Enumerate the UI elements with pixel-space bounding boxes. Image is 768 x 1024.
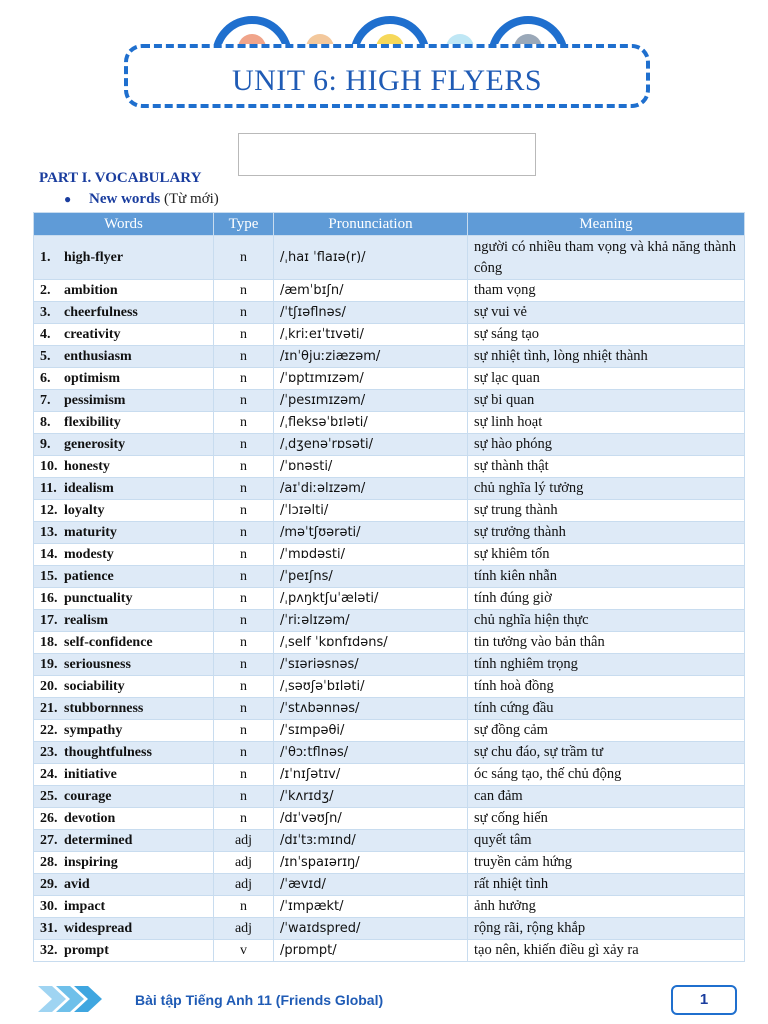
pronunciation-cell: /ɪnˈspaɪərɪŋ/	[274, 852, 468, 874]
table-row	[34, 368, 745, 390]
table-row	[34, 610, 745, 632]
title-banner	[124, 44, 650, 108]
row-number: 30.	[40, 898, 58, 914]
meaning-cell: truyền cảm hứng	[468, 852, 745, 874]
word-cell	[34, 236, 214, 280]
vocab-word: enthusiasm	[64, 348, 132, 364]
pronunciation-cell: /ɪnˈθjuːziæzəm/	[274, 346, 468, 368]
meaning-cell: tham vọng	[468, 280, 745, 302]
new-words-translation: (Từ mới)	[164, 191, 219, 207]
word-cell	[34, 698, 214, 720]
word-cell	[34, 720, 214, 742]
pronunciation-cell: /ˈsɪəriəsnəs/	[274, 654, 468, 676]
vocab-word: courage	[64, 788, 112, 804]
meaning-cell: sự bi quan	[468, 390, 745, 412]
meaning-cell: tính kiên nhẫn	[468, 566, 745, 588]
vocab-word: stubbornness	[64, 700, 144, 716]
word-cell	[34, 742, 214, 764]
meaning-cell: can đảm	[468, 786, 745, 808]
word-cell	[34, 940, 214, 962]
meaning-cell: sự trung thành	[468, 500, 745, 522]
table-row	[34, 434, 745, 456]
table-row	[34, 874, 745, 896]
word-cell	[34, 566, 214, 588]
meaning-cell: chủ nghĩa hiện thực	[468, 610, 745, 632]
table-row	[34, 852, 745, 874]
type-cell: n	[214, 390, 274, 412]
pronunciation-cell: /ˈpeɪʃns/	[274, 566, 468, 588]
table-row	[34, 786, 745, 808]
meaning-cell: tạo nên, khiến điều gì xảy ra	[468, 940, 745, 962]
type-cell: n	[214, 566, 274, 588]
type-cell: n	[214, 764, 274, 786]
meaning-cell: sự hào phóng	[468, 434, 745, 456]
vocab-word: idealism	[64, 480, 114, 496]
type-cell: n	[214, 720, 274, 742]
type-cell: n	[214, 434, 274, 456]
pronunciation-cell: /ˌpʌŋktʃuˈæləti/	[274, 588, 468, 610]
pronunciation-cell: /aɪˈdiːəlɪzəm/	[274, 478, 468, 500]
word-cell	[34, 654, 214, 676]
row-number: 9.	[40, 436, 51, 452]
word-cell	[34, 896, 214, 918]
meaning-cell: tính hoà đồng	[468, 676, 745, 698]
meaning-cell: sự lạc quan	[468, 368, 745, 390]
word-cell	[34, 478, 214, 500]
row-number: 25.	[40, 788, 58, 804]
vocab-word: avid	[64, 876, 90, 892]
table-row	[34, 830, 745, 852]
table-row	[34, 390, 745, 412]
pronunciation-cell: /ˈɒptɪmɪzəm/	[274, 368, 468, 390]
pronunciation-cell: /ˈtʃɪəflnəs/	[274, 302, 468, 324]
vocab-word: self-confidence	[64, 634, 153, 650]
meaning-cell: sự đồng cảm	[468, 720, 745, 742]
type-cell: n	[214, 522, 274, 544]
pronunciation-cell: /dɪˈtɜːmɪnd/	[274, 830, 468, 852]
row-number: 31.	[40, 920, 58, 936]
type-cell: n	[214, 544, 274, 566]
vocab-word: widespread	[64, 920, 133, 936]
vocab-word: maturity	[64, 524, 117, 540]
meaning-cell: óc sáng tạo, thế chủ động	[468, 764, 745, 786]
meaning-cell: sự trưởng thành	[468, 522, 745, 544]
meaning-cell: tính đúng giờ	[468, 588, 745, 610]
vocabulary-table	[33, 212, 745, 962]
pronunciation-cell: /ˈɒnəsti/	[274, 456, 468, 478]
word-cell	[34, 390, 214, 412]
type-cell: n	[214, 456, 274, 478]
type-cell: n	[214, 478, 274, 500]
word-cell	[34, 588, 214, 610]
vocab-word: initiative	[64, 766, 117, 782]
word-cell	[34, 346, 214, 368]
pronunciation-cell: /ˈpesɪmɪzəm/	[274, 390, 468, 412]
footer-book-title: Bài tập Tiếng Anh 11 (Friends Global)	[135, 992, 384, 1008]
vocab-word: inspiring	[64, 854, 118, 870]
vocab-word: seriousness	[64, 656, 131, 672]
meaning-cell: rộng rãi, rộng khắp	[468, 918, 745, 940]
new-words-label: New words	[89, 191, 161, 207]
row-number: 17.	[40, 612, 58, 628]
type-cell: n	[214, 500, 274, 522]
meaning-cell: tính cứng đầu	[468, 698, 745, 720]
type-cell: v	[214, 940, 274, 962]
table-row	[34, 698, 745, 720]
type-cell: n	[214, 742, 274, 764]
vocab-word: patience	[64, 568, 114, 584]
table-row	[34, 346, 745, 368]
row-number: 32.	[40, 942, 58, 958]
vocab-word: flexibility	[64, 414, 121, 430]
row-number: 21.	[40, 700, 58, 716]
new-words-bullet	[64, 191, 219, 208]
vocab-word: cheerfulness	[64, 304, 138, 320]
meaning-cell: rất nhiệt tình	[468, 874, 745, 896]
type-cell: n	[214, 368, 274, 390]
word-cell	[34, 632, 214, 654]
pronunciation-cell: /ɪˈnɪʃətɪv/	[274, 764, 468, 786]
word-cell	[34, 764, 214, 786]
pronunciation-cell: /æmˈbɪʃn/	[274, 280, 468, 302]
row-number: 23.	[40, 744, 58, 760]
row-number: 24.	[40, 766, 58, 782]
type-cell: n	[214, 412, 274, 434]
pronunciation-cell: /ˈwaɪdspred/	[274, 918, 468, 940]
pronunciation-cell: /ˌself ˈkɒnfɪdəns/	[274, 632, 468, 654]
table-row	[34, 588, 745, 610]
meaning-cell: quyết tâm	[468, 830, 745, 852]
row-number: 8.	[40, 414, 51, 430]
type-cell: adj	[214, 874, 274, 896]
vocab-word: optimism	[64, 370, 120, 386]
meaning-cell: tin tưởng vào bản thân	[468, 632, 745, 654]
table-row	[34, 808, 745, 830]
column-header-meaning: Meaning	[468, 213, 745, 236]
vocab-word: punctuality	[64, 590, 133, 606]
vocab-word: generosity	[64, 436, 126, 452]
embedded-image-placeholder	[238, 133, 536, 176]
type-cell: n	[214, 808, 274, 830]
table-row	[34, 720, 745, 742]
table-row	[34, 566, 745, 588]
table-row	[34, 478, 745, 500]
page-number: 1	[671, 985, 737, 1015]
type-cell: n	[214, 588, 274, 610]
word-cell	[34, 830, 214, 852]
chevron-arrows-icon	[38, 982, 104, 1016]
pronunciation-cell: /ˌfleksəˈbɪləti/	[274, 412, 468, 434]
word-cell	[34, 808, 214, 830]
pronunciation-cell: /ˈkʌrɪdʒ/	[274, 786, 468, 808]
meaning-cell: sự nhiệt tình, lòng nhiệt thành	[468, 346, 745, 368]
word-cell	[34, 456, 214, 478]
row-number: 18.	[40, 634, 58, 650]
row-number: 13.	[40, 524, 58, 540]
vocab-word: devotion	[64, 810, 116, 826]
table-row	[34, 742, 745, 764]
row-number: 29.	[40, 876, 58, 892]
pronunciation-cell: /ˈmɒdəsti/	[274, 544, 468, 566]
meaning-cell: ảnh hưởng	[468, 896, 745, 918]
meaning-cell: sự chu đáo, sự trầm tư	[468, 742, 745, 764]
word-cell	[34, 302, 214, 324]
table-header-row	[34, 213, 745, 236]
table-row	[34, 324, 745, 346]
type-cell: n	[214, 896, 274, 918]
bullet-icon: ●	[64, 192, 72, 206]
vocab-word: sociability	[64, 678, 125, 694]
pronunciation-cell: /ˈævɪd/	[274, 874, 468, 896]
page-title: UNIT 6: HIGH FLYERS	[231, 64, 543, 97]
type-cell: n	[214, 280, 274, 302]
row-number: 28.	[40, 854, 58, 870]
word-cell	[34, 280, 214, 302]
pronunciation-cell: /ˈɪmpækt/	[274, 896, 468, 918]
pronunciation-cell: /ˈriːəlɪzəm/	[274, 610, 468, 632]
row-number: 11.	[40, 480, 57, 496]
type-cell: n	[214, 654, 274, 676]
pronunciation-cell: /ˈlɔɪəlti/	[274, 500, 468, 522]
row-number: 19.	[40, 656, 58, 672]
table-row	[34, 940, 745, 962]
pronunciation-cell: /məˈtʃʊərəti/	[274, 522, 468, 544]
row-number: 15.	[40, 568, 58, 584]
word-cell	[34, 610, 214, 632]
word-cell	[34, 874, 214, 896]
row-number: 26.	[40, 810, 58, 826]
type-cell: n	[214, 676, 274, 698]
type-cell: n	[214, 610, 274, 632]
table-row	[34, 236, 745, 280]
vocab-word: ambition	[64, 282, 118, 298]
table-row	[34, 500, 745, 522]
meaning-cell: sự cống hiến	[468, 808, 745, 830]
pronunciation-cell: /prɒmpt/	[274, 940, 468, 962]
table-row	[34, 456, 745, 478]
table-row	[34, 544, 745, 566]
vocab-word: prompt	[64, 942, 109, 958]
vocab-word: realism	[64, 612, 109, 628]
vocab-word: impact	[64, 898, 106, 914]
vocab-word: pessimism	[64, 392, 126, 408]
type-cell: adj	[214, 852, 274, 874]
column-header-pronunciation: Pronunciation	[274, 213, 468, 236]
type-cell: n	[214, 236, 274, 280]
type-cell: adj	[214, 918, 274, 940]
type-cell: adj	[214, 830, 274, 852]
pronunciation-cell: /dɪˈvəʊʃn/	[274, 808, 468, 830]
row-number: 3.	[40, 304, 51, 320]
vocab-word: creativity	[64, 326, 121, 342]
row-number: 20.	[40, 678, 58, 694]
type-cell: n	[214, 698, 274, 720]
vocab-word: honesty	[64, 458, 110, 474]
word-cell	[34, 852, 214, 874]
word-cell	[34, 500, 214, 522]
table-row	[34, 302, 745, 324]
table-row	[34, 676, 745, 698]
table-row	[34, 412, 745, 434]
row-number: 7.	[40, 392, 51, 408]
word-cell	[34, 412, 214, 434]
word-cell	[34, 918, 214, 940]
pronunciation-cell: /ˌkriːeɪˈtɪvəti/	[274, 324, 468, 346]
meaning-cell: tính nghiêm trọng	[468, 654, 745, 676]
row-number: 2.	[40, 282, 51, 298]
row-number: 14.	[40, 546, 58, 562]
pronunciation-cell: /ˌsəʊʃəˈbɪləti/	[274, 676, 468, 698]
meaning-cell: sự khiêm tốn	[468, 544, 745, 566]
row-number: 1.	[40, 249, 51, 265]
type-cell: n	[214, 632, 274, 654]
meaning-cell: sự linh hoạt	[468, 412, 745, 434]
word-cell	[34, 522, 214, 544]
vocab-word: sympathy	[64, 722, 123, 738]
word-cell	[34, 434, 214, 456]
table-row	[34, 764, 745, 786]
vocab-word: determined	[64, 832, 133, 848]
meaning-cell: sự sáng tạo	[468, 324, 745, 346]
word-cell	[34, 544, 214, 566]
meaning-cell: sự vui vẻ	[468, 302, 745, 324]
meaning-cell: chủ nghĩa lý tưởng	[468, 478, 745, 500]
row-number: 6.	[40, 370, 51, 386]
vocab-word: loyalty	[64, 502, 105, 518]
column-header-words: Words	[34, 213, 214, 236]
type-cell: n	[214, 302, 274, 324]
table-body	[34, 236, 745, 962]
meaning-cell: sự thành thật	[468, 456, 745, 478]
row-number: 12.	[40, 502, 58, 518]
table-row	[34, 896, 745, 918]
type-cell: n	[214, 324, 274, 346]
table-row	[34, 280, 745, 302]
vocab-word: modesty	[64, 546, 114, 562]
row-number: 27.	[40, 832, 58, 848]
table-row	[34, 654, 745, 676]
vocab-word: high-flyer	[64, 249, 124, 265]
row-number: 16.	[40, 590, 58, 606]
word-cell	[34, 368, 214, 390]
row-number: 22.	[40, 722, 58, 738]
table-row	[34, 918, 745, 940]
word-cell	[34, 676, 214, 698]
type-cell: n	[214, 346, 274, 368]
type-cell: n	[214, 786, 274, 808]
pronunciation-cell: /ˌdʒenəˈrɒsəti/	[274, 434, 468, 456]
column-header-type: Type	[214, 213, 274, 236]
row-number: 4.	[40, 326, 51, 342]
meaning-cell: người có nhiều tham vọng và khả năng thành công	[468, 236, 745, 280]
word-cell	[34, 786, 214, 808]
table-row	[34, 522, 745, 544]
table-row	[34, 632, 745, 654]
row-number: 10.	[40, 458, 58, 474]
vocab-word: thoughtfulness	[64, 744, 152, 760]
word-cell	[34, 324, 214, 346]
pronunciation-cell: /ˈstʌbənnəs/	[274, 698, 468, 720]
pronunciation-cell: /ˈθɔːtflnəs/	[274, 742, 468, 764]
row-number: 5.	[40, 348, 51, 364]
part-heading: PART I. VOCABULARY	[39, 170, 202, 186]
pronunciation-cell: /ˌhaɪ ˈflaɪə(r)/	[274, 236, 468, 280]
pronunciation-cell: /ˈsɪmpəθi/	[274, 720, 468, 742]
